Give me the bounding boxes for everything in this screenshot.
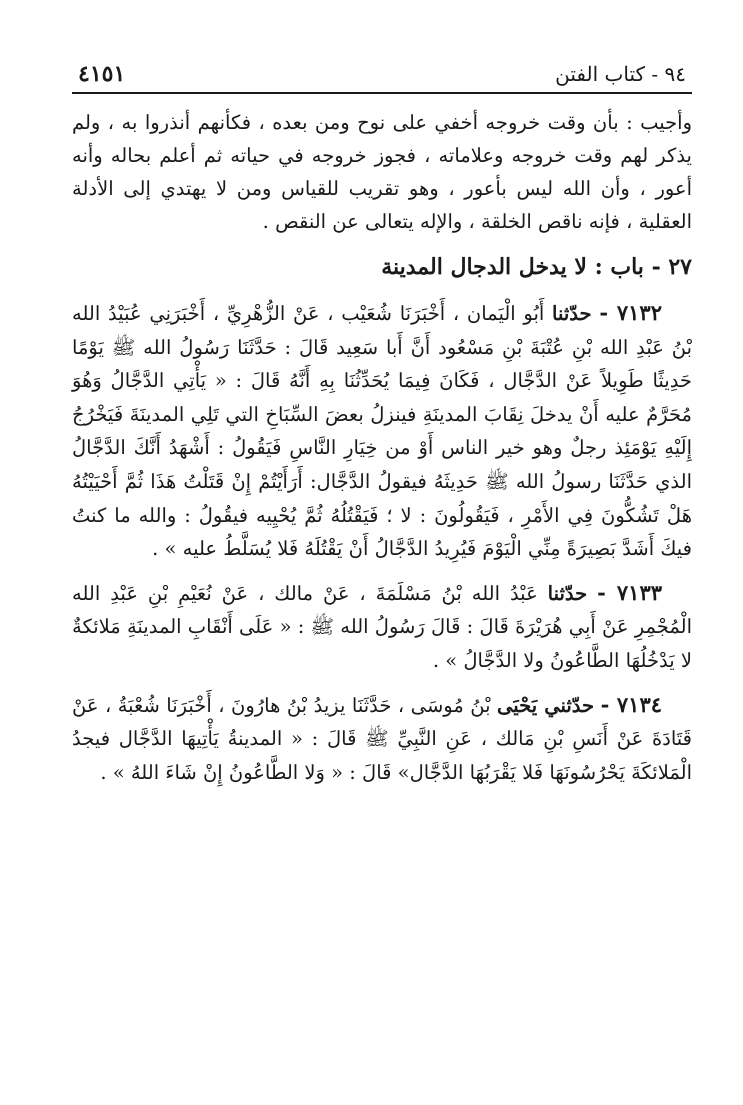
hadith-text: بْنُ مُوسَى ، حَدَّثَنَا يزيدُ بْنُ هارُونَ ، أَخْبَرَنَا شُعْبَةُ ، عَنْ قَتَادَةَ عَنْ أَنَسِ بْنِ مَالك ، عَنِ النَّبِيِّ ﷺ قَالَ : « المدينةُ يَأْتِيهَا الدَّجَّال فيجدُ الْمَلائكَةَ يَحْرُسُونَهَا فَلا يَقْرَبُهَا الدَّجَّال» قَالَ : « وَلا الطَّاعُونُ إِنْ شَاءَ اللهُ » . — [72, 693, 692, 784]
book-page — [72, 60, 692, 799]
hadith-text: أَبُو الْيَمان ، أَخْبَرَنَا شُعَيْب ، عَنْ الزُّهْرِيِّ ، أَخْبَرَنِي عُبَيْدُ الله بْنُ عَبْدِ الله بْنِ عُتْبَةَ بْنِ مَسْعُود أَنَّ أَبا سَعِيد قَالَ : حَدَّثَنَا رَسُولُ الله ﷺ يَوْمًا حَدِيثًا طَوِيلاً عَنْ الدَّجَّال ، فَكَانَ فِيمَا يُحَدِّثُنَا بِهِ أَنَّهُ قَالَ : « يَأْتِي الدَّجَّالُ وَهُوَ مُحَرَّمٌ عليه أَنْ يدخلَ نِقَابَ المدينَةِ فينزلُ بعضَ السِّبَاخِ التي تَلِي المدينَةَ فَيَخْرُجُ إِلَيْهِ يَوْمَئِذ رجلٌ وهو خير الناس أَوْ من خِيَارِ النَّاسِ فَيَقُولُ : أَشْهَدُ أَنَّكَ الدَّجَّالُ الذي حَدَّثَنَا رسولُ الله ﷺ حَدِيثَهُ فيقولُ الدَّجَّال: أَرَأَيْتُمْ إِنْ قَتَلْتُ هَذَا ثُمَّ أَحْيَيْتُهُ هَلْ تَشُكُّونَ فِي الأَمْرِ ، فَيَقُولُونَ : لا ؛ فَيَقْتُلُهُ ثُمَّ يُحْيِيه فيقُولُ : والله ما كنتُ فيكَ أَشَدَّ بَصِيرَةً مِنِّي الْيَوْمَ فَيُرِيدُ الدَّجَّالُ أَنْ يَقْتُلَهُ فَلا يُسَلَّطُ عليه » . — [72, 302, 692, 561]
hadith-lead: حدّثني يَحْيَى — [497, 693, 595, 717]
chapter-title: ٢٧ - باب : لا يدخل الدجال المدينة — [381, 254, 692, 280]
hadith-number: ٧١٣٣ - — [597, 579, 663, 605]
hadith-lead: حدّثنا — [547, 581, 588, 605]
running-title: ٩٤ - كتاب الفتن — [555, 62, 686, 86]
hadith-lead: حدّثنا — [552, 302, 592, 325]
hadith-number: ٧١٣٤ - — [600, 691, 663, 717]
hadith-7134 — [72, 688, 692, 790]
running-header — [72, 60, 692, 94]
hadith-number: ٧١٣٢ - — [599, 300, 662, 325]
intro-paragraph: وأجيب : بأن وقت خروجه أخفي على نوح ومن بعده ، فكأنهم أنذروا به ، ولم يذكر لهم وقت خروجه وعلاماته ، فجوز خروجه في حياته ثم أعلم بحاله وأنه أعور ، وأن الله ليس بأعور ، وهو تقريب للقياس ومن لا يهتدي إلى الأدلة العقلية ، فإنه ناقص الخلقة ، والإله يتعالى عن النقص . — [72, 111, 692, 233]
hadith-7132 — [72, 296, 692, 566]
hadith-text: عَبْدُ الله بْنُ مَسْلَمَةَ ، عَنْ مالك ، عَنْ نُعَيْمِ بْنِ عَبْدِ الله الْمُجْمِرِ عَنْ أَبِي هُرَيْرَةَ قَالَ : قَالَ رَسُولُ الله ﷺ : « عَلَى أَنْقَابِ المدينَةِ مَلائكةٌ لا يَدْخُلُهَا الطَّاعُونُ ولا الدَّجَّالُ » . — [72, 581, 692, 672]
page-number: ٤١٥١ — [78, 61, 126, 87]
hadith-7133 — [72, 576, 692, 678]
page-body — [72, 106, 692, 789]
